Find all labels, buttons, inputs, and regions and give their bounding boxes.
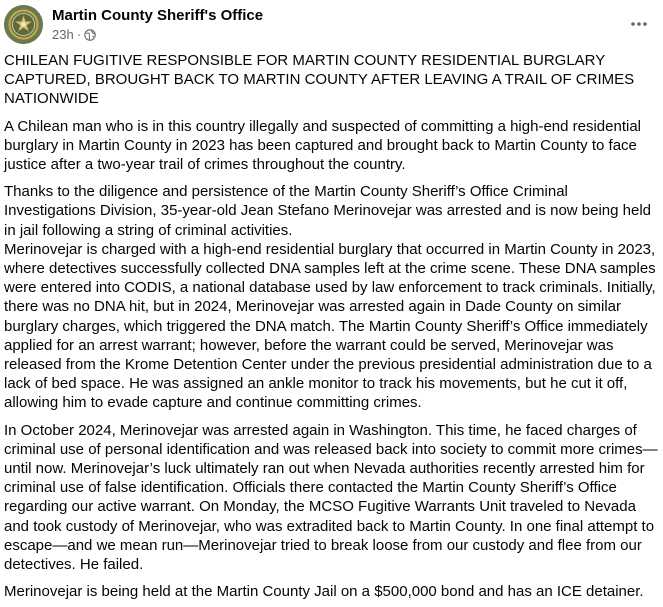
globe-icon[interactable] bbox=[84, 29, 96, 41]
post-header bbox=[0, 0, 663, 48]
more-horizontal-icon bbox=[629, 14, 649, 34]
post-paragraph: A Chilean man who is in this country illegally and suspected of committing a high-end residential burglary in Martin County in 2023 has been captured and brought back to Martin County to face justice after a two-year trail of crimes throughout the country. bbox=[4, 117, 642, 174]
page-avatar[interactable] bbox=[4, 5, 43, 44]
post-meta bbox=[52, 27, 96, 43]
post-body bbox=[4, 51, 659, 601]
page-name-link[interactable]: Martin County Sheriff's Office bbox=[52, 7, 264, 24]
post-paragraph: Merinovejar is being held at the Martin County Jail on a $500,000 bond and has an ICE detainer. bbox=[4, 583, 644, 601]
meta-separator: · bbox=[76, 27, 82, 42]
sheriff-star-icon bbox=[4, 5, 43, 44]
more-options-button[interactable] bbox=[625, 10, 653, 38]
post-headline: CHILEAN FUGITIVE RESPONSIBLE FOR MARTIN COUNTY RESIDENTIAL BURGLARY CAPTURED, BROUGHT BACK TO MARTIN COUNTY AFTER LEAVING A TRAIL OF CRIMES NATIONWIDE bbox=[4, 52, 635, 108]
post-paragraph: In October 2024, Merinovejar was arrested again in Washington. This time, he faced charges of criminal use of personal identification and was released back into society to commit more crimes—until now. Merinovejar’s luck ultimately ran out when Nevada authorities recently arrested him for criminal use of false identification. Officials there contacted the Martin County Sheriff’s Office regarding our active warrant. On Monday, the MCSO Fugitive Warrants Unit traveled to Nevada and took custody of Merinovejar, who was extradited back to Martin County. In one final attempt to escape—and we mean run—Merinovejar tried to break loose from our custody and flee from our detectives. He failed. bbox=[4, 421, 658, 574]
post-paragraph: Thanks to the diligence and persistence of the Martin County Sheriff’s Office Criminal Investigations Division, 35-year-old Jean Stefano Merinovejar was arrested and is now being held in jail following a string of criminal activities. bbox=[4, 183, 652, 239]
post-paragraph: Merinovejar is charged with a high-end residential burglary that occurred in Martin County in 2023, where detectives successfully collected DNA samples left at the crime scene. These DNA samples were entered into CODIS, a national database used by law enforcement to track criminals. Initially, there was no DNA hit, but in 2024, Merinovejar was arrested again in Dade County on similar burglary charges, which triggered the DNA match. The Martin County Sheriff’s Office immediately applied for an arrest warrant; however, before the warrant could be served, Merinovejar was released from the Krome Detention Center under the previous presidential administration due to a lack of bed space. He was assigned an ankle monitor to track his movements, but he cut it off, allowing him to evade capture and continue committing crimes. bbox=[4, 240, 656, 412]
post-timestamp[interactable]: 23h bbox=[52, 27, 74, 42]
